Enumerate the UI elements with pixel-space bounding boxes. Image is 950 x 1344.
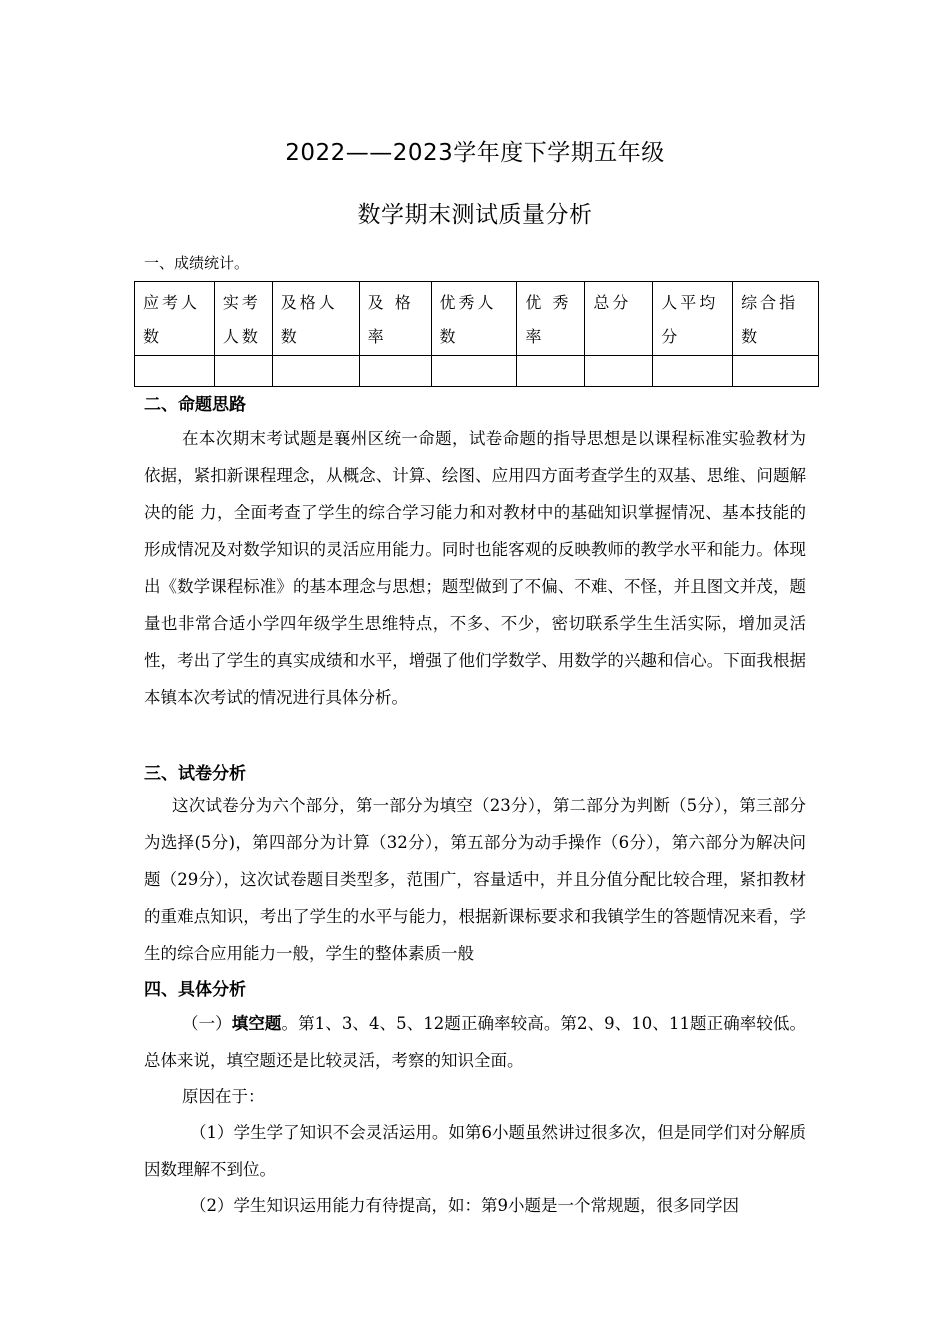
reason-item-1: （1）学生学了知识不会灵活运用。如第6小题虽然讲过很多次，但是同学们对分解质因数理解不到位。 — [144, 1123, 806, 1179]
reason-item-2: （2）学生知识运用能力有待提高，如：第9小题是一个常规题，很多同学因 — [190, 1196, 739, 1215]
table-header-cell: 优秀人数 — [431, 282, 517, 356]
table-cell — [733, 356, 819, 387]
table-header-cell: 优 秀率 — [517, 282, 585, 356]
document-title-line1: 2022——2023学年度下学期五年级 — [285, 140, 665, 166]
document-title-line2: 数学期末测试质量分析 — [357, 202, 593, 228]
table-cell — [359, 356, 431, 387]
table-header-cell: 应考人数 — [135, 282, 215, 356]
table-cell — [585, 356, 653, 387]
table-header-cell: 及格人数 — [272, 282, 359, 356]
table-header-cell: 人平均分 — [653, 282, 733, 356]
table-cell — [517, 356, 585, 387]
section-heading-paper-analysis: 三、试卷分析 — [144, 764, 246, 784]
item-prefix: （一） — [182, 1014, 232, 1033]
reason-label: 原因在于： — [182, 1087, 265, 1106]
table-header-cell: 及 格率 — [359, 282, 431, 356]
table-header-cell: 总分 — [585, 282, 653, 356]
fill-blank-paragraph — [144, 1005, 806, 1079]
table-cell — [135, 356, 215, 387]
item-text: 。第1、3、4、5、12题正确率较高。第2、9、10、11题正确率较低。总体来说，填空题还是比较灵活，考察的知识全面。 — [144, 1014, 807, 1070]
table-cell — [214, 356, 272, 387]
design-paragraph: 在本次期末考试题是襄州区统一命题，试卷命题的指导思想是以课程标准实验教材为依据，紧扣新课程理念，从概念、计算、绘图、应用四方面考查学生的双基、思维、问题解决的能 力，全面考查了学生的综合学习能力和对教材中的基础知识掌握情况、基本技能的形成情况及对数学知识的灵活应用能力。同时也能客观的反映教师的教学水平和能力。体现出《数学课程标准》的基本理念与思想；题型做到了不偏、不难、不怪，并且图文并茂，题量也非常合适小学四年级学生思维特点，不多、不少，密切联系学生生活实际，增加灵活性，考出了学生的真实成绩和水平，增强了他们学数学、用数学的兴趣和信心。下面我根据本镇本次考试的情况进行具体分析。 — [144, 429, 806, 707]
table-cell — [653, 356, 733, 387]
table-row — [135, 356, 819, 387]
item-bold-label: 填空题 — [231, 1014, 282, 1033]
table-header-row — [135, 282, 819, 356]
section-heading-scores: 一、成绩统计。 — [144, 254, 250, 272]
section-heading-detail-analysis: 四、具体分析 — [144, 980, 246, 1000]
table-cell — [272, 356, 359, 387]
section-heading-design: 二、命题思路 — [144, 395, 246, 415]
paper-analysis-paragraph: 这次试卷分为六个部分，第一部分为填空（23分），第二部分为判断（5分），第三部分为选择(5分)，第四部分为计算（32分），第五部分为动手操作（6分），第六部分为解决问题（29分），这次试卷题目类型多，范围广，容量适中，并且分值分配比较合理，紧扣教材的重难点知识，考出了学生的水平与能力，根据新课标要求和我镇学生的答题情况来看，学生的综合应用能力一般，学生的整体素质一般 — [144, 796, 806, 963]
table-header-cell: 综合指数 — [733, 282, 819, 356]
table-cell — [431, 356, 517, 387]
score-statistics-table — [134, 281, 819, 387]
table-header-cell: 实考人数 — [214, 282, 272, 356]
